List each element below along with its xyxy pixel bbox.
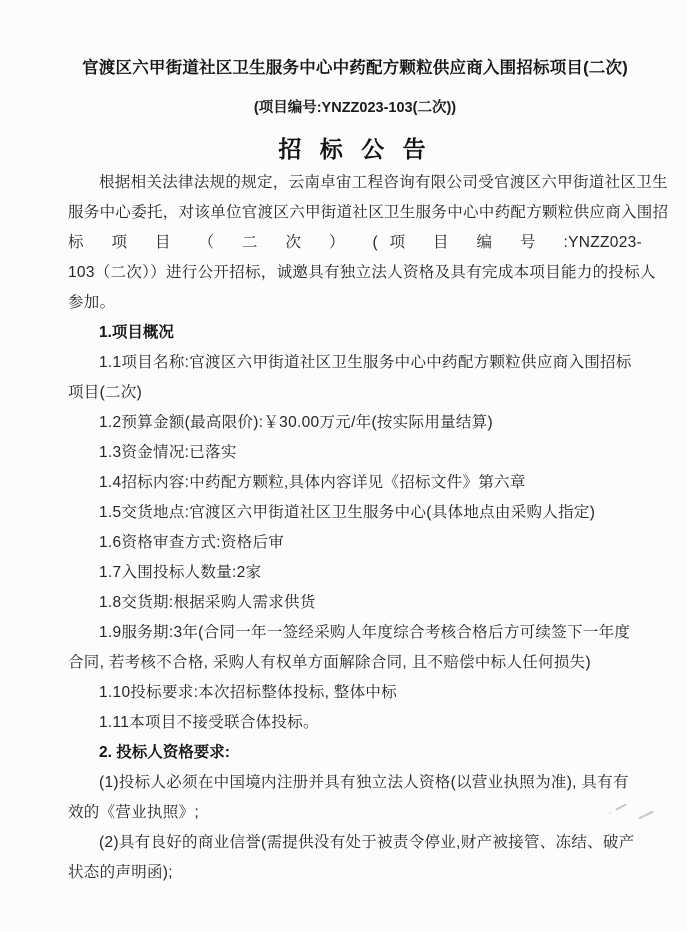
section-2-item-2: (2)具有良好的商业信誉(需提供没有处于被责令停业,财产被接管、冻结、破产状态的声明函);: [68, 834, 635, 881]
intro-line-3: 标 项 目 （ 二 次 ） (项 目 编 号 :YNZZ023-: [68, 234, 642, 251]
notice-heading: 招 标 公 告: [278, 136, 432, 162]
section-1-item-10: 1.10投标要求:本次招标整体投标, 整体中标: [99, 684, 397, 701]
document-title: 官渡区六甲街道社区卫生服务中心中药配方颗粒供应商入围招标项目(二次): [82, 59, 628, 77]
section-2-heading: 2. 投标人资格要求:: [99, 744, 230, 761]
section-1-item-6: 1.6资格审查方式:资格后审: [99, 534, 285, 551]
section-1-item-9: 1.9服务期:3年(合同一年一签经采购人年度综合考核合格后方可续签下一年度合同, 若考核不合格, 采购人有权单方面解除合同, 且不赔偿中标人任何损失): [68, 624, 631, 671]
project-number: (项目编号:YNZZ023-103(二次)): [253, 100, 457, 116]
section-2-item-1: (1)投标人必须在中国境内注册并具有独立法人资格(以营业执照为准), 具有有效的《营业执照》;: [68, 774, 629, 821]
section-1-item-7: 1.7入围投标人数量:2家: [99, 564, 262, 581]
document-body: [68, 168, 669, 888]
section-1-item-1: 1.1项目名称:官渡区六甲街道社区卫生服务中心中药配方颗粒供应商入围招标项目(二次): [68, 354, 632, 401]
section-1-item-2: 1.2预算金额(最高限价):￥30.00万元/年(按实际用量结算): [99, 414, 493, 431]
section-1-item-8: 1.8交货期:根据采购人需求供货: [99, 594, 316, 611]
intro-line-5: 参加。: [68, 294, 116, 311]
section-1-heading: 1.项目概况: [99, 324, 174, 341]
section-1-item-4: 1.4招标内容:中药配方颗粒,具体内容详见《招标文件》第六章: [99, 474, 526, 491]
section-1-item-5: 1.5交货地点:官渡区六甲街道社区卫生服务中心(具体地点由采购人指定): [99, 504, 596, 521]
section-1-item-3: 1.3资金情况:已落实: [99, 444, 237, 461]
section-1-item-11: 1.11本项目不接受联合体投标。: [99, 714, 319, 731]
intro-line-1: 根据相关法律法规的规定，云南卓宙工程咨询有限公司受官渡区六甲街道社区卫生: [99, 174, 668, 191]
page-content: [68, 0, 669, 888]
intro-line-4: 103（二次））进行公开招标，诚邀具有独立法人资格及具有完成本项目能力的投标人: [68, 264, 656, 281]
intro-line-2: 服务中心委托，对该单位官渡区六甲街道社区卫生服务中心中药配方颗粒供应商入围招: [68, 204, 669, 221]
